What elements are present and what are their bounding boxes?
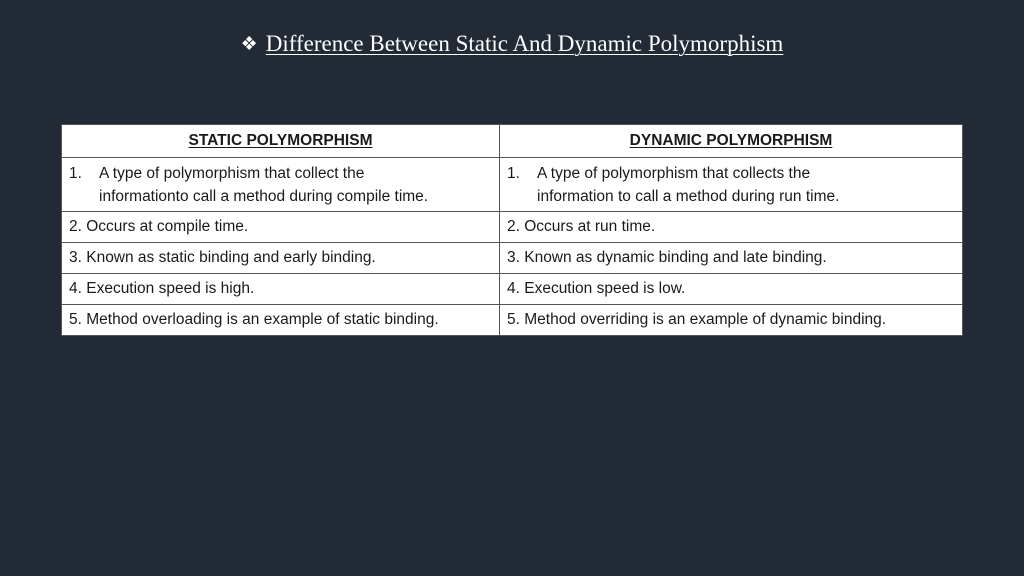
- header-static-label: STATIC POLYMORPHISM: [188, 132, 373, 149]
- static-cell: 2. Occurs at compile time.: [62, 212, 500, 243]
- diamond-bullet-icon: ❖: [240, 34, 258, 55]
- item-text: [537, 162, 839, 208]
- dynamic-cell: [500, 158, 963, 212]
- table-row: [62, 305, 963, 336]
- dynamic-cell: 2. Occurs at run time.: [500, 212, 963, 243]
- numbered-item: [507, 162, 955, 208]
- static-cell: 4. Execution speed is high.: [62, 274, 500, 305]
- table-row: [62, 274, 963, 305]
- dynamic-cell: 3. Known as dynamic binding and late binding.: [500, 243, 963, 274]
- header-dynamic-label: DYNAMIC POLYMORPHISM: [629, 132, 833, 149]
- static-cell: 5. Method overloading is an example of static binding.: [62, 305, 500, 336]
- item-number: 1.: [69, 164, 82, 182]
- title-text: Difference Between Static And Dynamic Polymorphism: [265, 31, 784, 56]
- slide-title: [0, 28, 1024, 61]
- item-text: [99, 162, 428, 208]
- static-cell: 3. Known as static binding and early binding.: [62, 243, 500, 274]
- header-static: [62, 125, 500, 158]
- item-line: information to call a method during run time.: [537, 187, 840, 205]
- table-header-row: [62, 125, 963, 158]
- item-line: informationto call a method during compile time.: [99, 187, 429, 205]
- numbered-item: [69, 162, 492, 208]
- header-dynamic: [500, 125, 963, 158]
- item-line: A type of polymorphism that collect the: [99, 164, 365, 182]
- item-line: A type of polymorphism that collects the: [537, 164, 811, 182]
- dynamic-cell: 4. Execution speed is low.: [500, 274, 963, 305]
- table-row: [62, 243, 963, 274]
- static-cell: [62, 158, 500, 212]
- comparison-table: [61, 124, 963, 336]
- item-number: 1.: [507, 164, 520, 182]
- dynamic-cell: 5. Method overriding is an example of dynamic binding.: [500, 305, 963, 336]
- table-row: [62, 212, 963, 243]
- table-row: [62, 158, 963, 212]
